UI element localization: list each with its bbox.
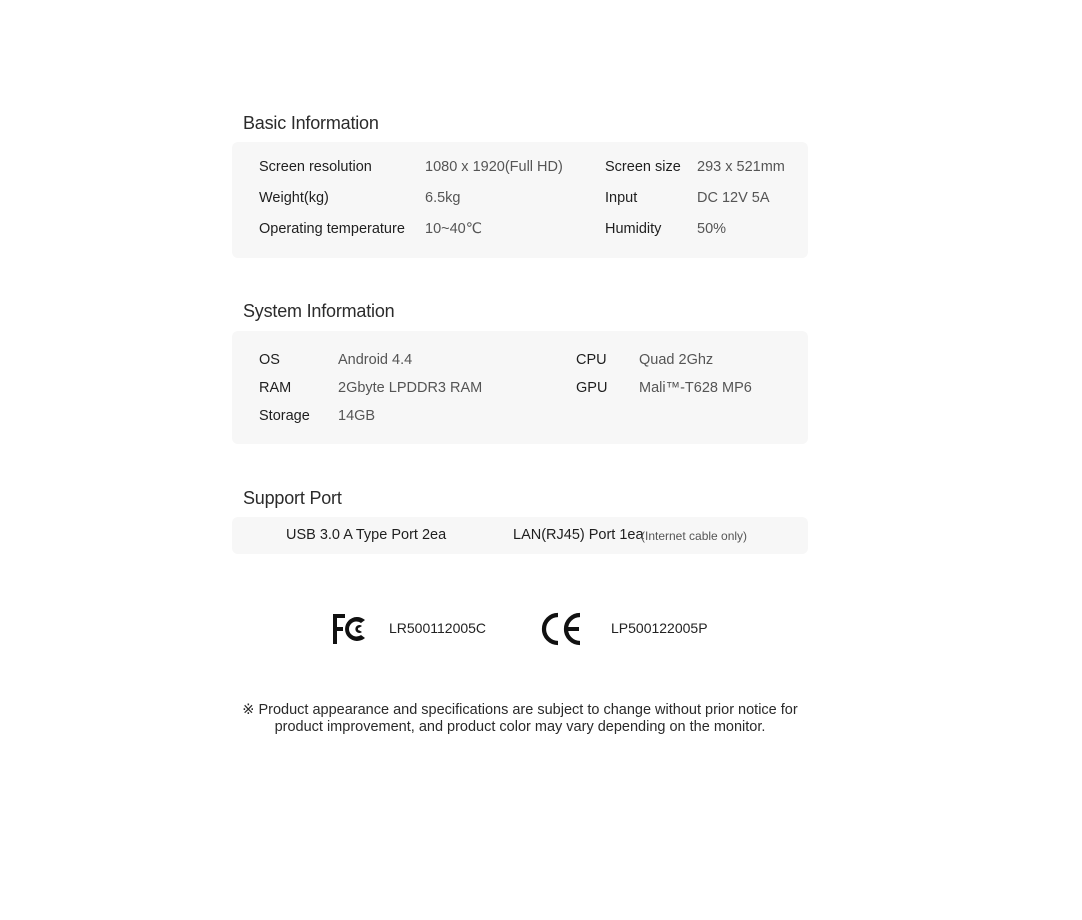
os-label: OS	[259, 352, 280, 368]
disclaimer-line-2: product improvement, and product color may vary depending on the monitor.	[274, 719, 766, 735]
screen-size-label: Screen size	[605, 159, 681, 175]
screen-resolution-label: Screen resolution	[259, 159, 372, 175]
input-label: Input	[605, 190, 638, 206]
gpu-value: Mali™-T628 MP6	[639, 380, 752, 396]
gpu-label: GPU	[576, 380, 608, 396]
ce-logo-icon	[540, 612, 584, 646]
screen-size-value: 293 x 521mm	[697, 159, 785, 175]
fcc-code: LR500112005C	[389, 620, 487, 636]
system-information-panel	[232, 331, 808, 444]
ce-code: LP500122005P	[611, 620, 708, 636]
lan-port-note: (Internet cable only)	[641, 529, 748, 543]
ram-value: 2Gbyte LPDDR3 RAM	[338, 380, 483, 396]
storage-value: 14GB	[338, 408, 376, 424]
support-port-title: Support Port	[243, 488, 342, 508]
cpu-label: CPU	[576, 352, 607, 368]
basic-information-title: Basic Information	[243, 113, 379, 133]
storage-label: Storage	[259, 408, 310, 424]
weight-label: Weight(kg)	[259, 190, 329, 206]
ram-label: RAM	[259, 380, 292, 396]
os-value: Android 4.4	[338, 352, 413, 368]
disclaimer-notice	[240, 702, 800, 736]
humidity-label: Humidity	[605, 221, 662, 237]
usb-port-text: USB 3.0 A Type Port 2ea	[286, 527, 447, 543]
operating-temperature-value: 10~40℃	[425, 221, 483, 237]
fcc-logo-icon	[331, 612, 369, 646]
weight-value: 6.5kg	[425, 190, 461, 206]
disclaimer-line-1: ※ Product appearance and specifications are subject to change without prior notice for	[242, 702, 798, 718]
basic-information-panel	[232, 142, 808, 258]
lan-port-text: LAN(RJ45) Port 1ea	[513, 527, 644, 543]
input-value: DC 12V 5A	[697, 190, 770, 206]
system-information-title: System Information	[243, 301, 395, 321]
cpu-value: Quad 2Ghz	[639, 352, 714, 368]
support-port-panel	[232, 517, 808, 554]
operating-temperature-label: Operating temperature	[259, 221, 405, 237]
screen-resolution-value: 1080 x 1920(Full HD)	[425, 159, 563, 175]
humidity-value: 50%	[697, 221, 727, 237]
